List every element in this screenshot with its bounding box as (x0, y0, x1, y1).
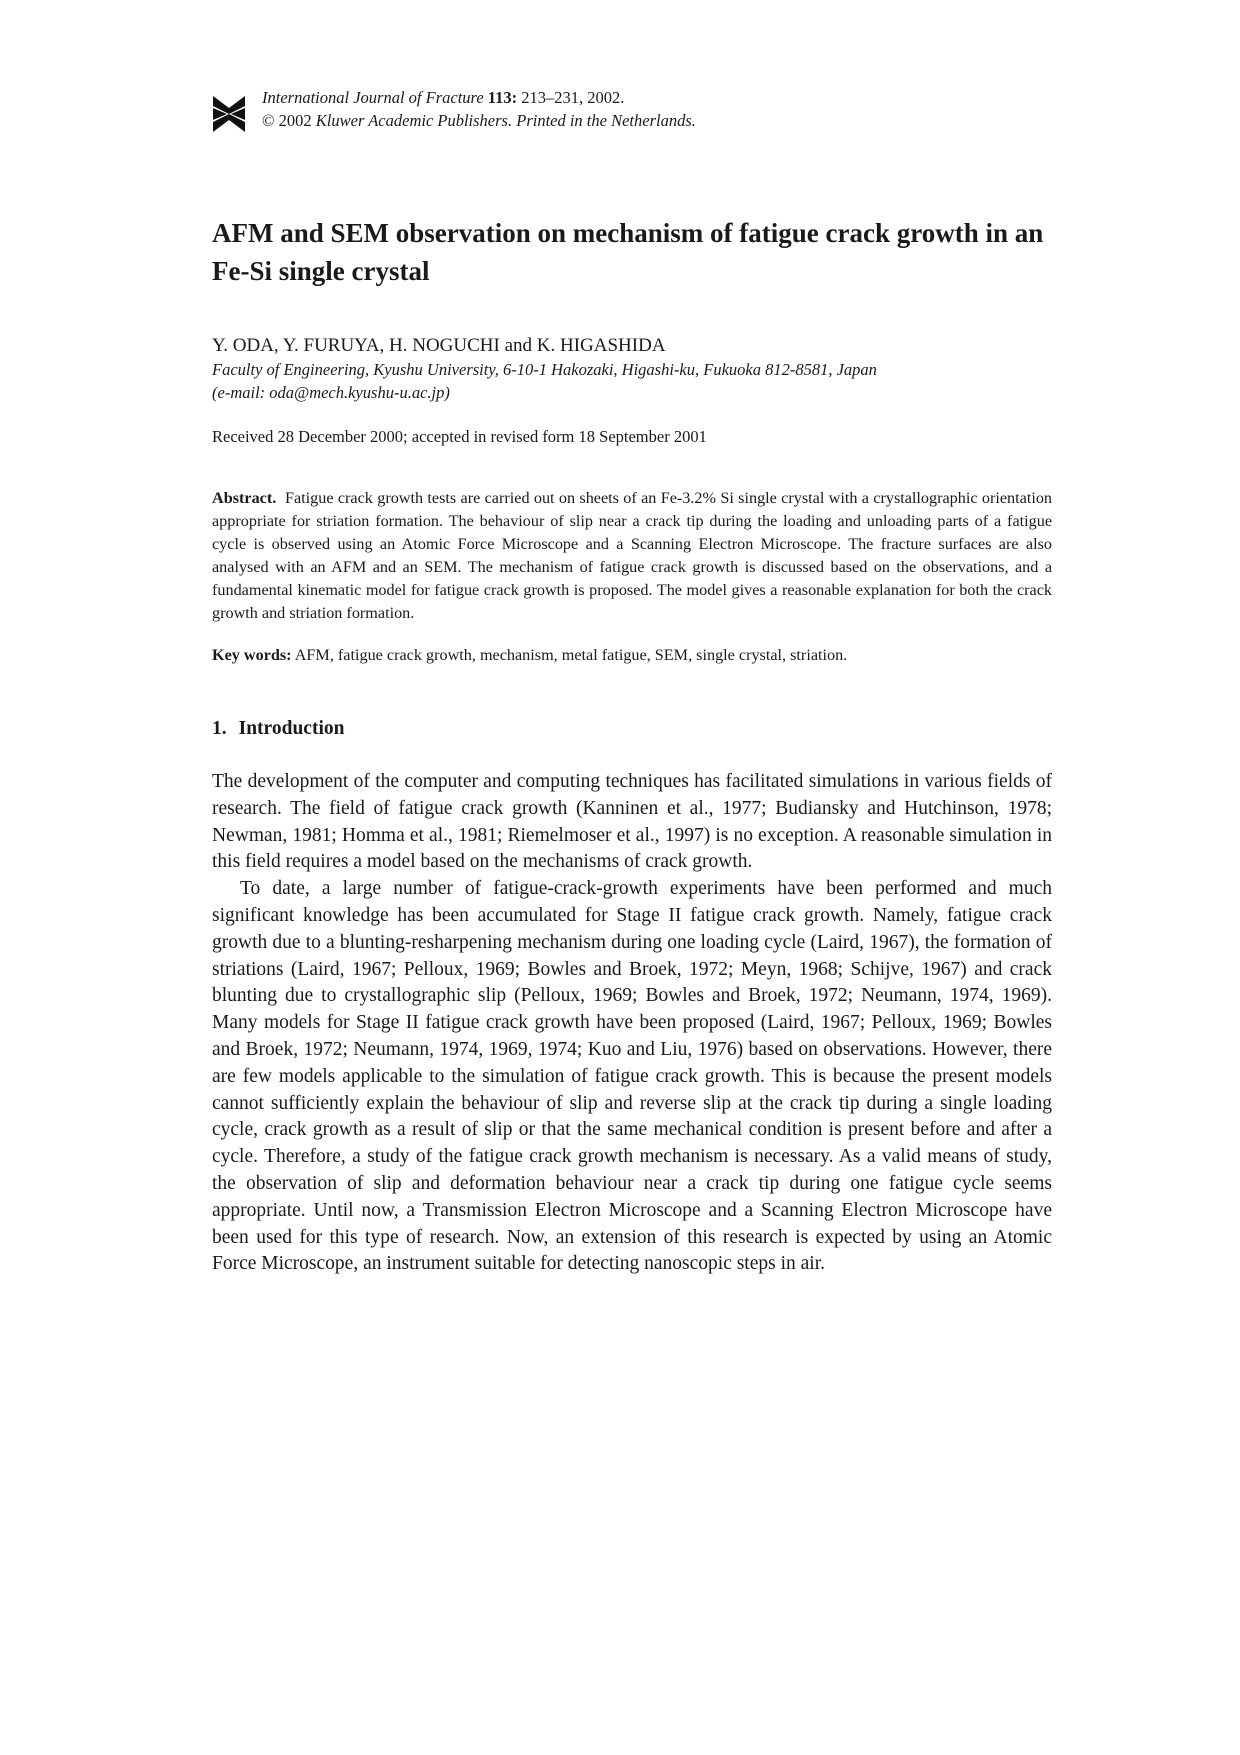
paragraph: The development of the computer and computing techniques has facilitated simulations in various fields of research. The field of fatigue crack growth (Kanninen et al., 1977; Budiansky and Hutchinson, 1978; Newman, 1981; Homma et al., 1981; Riemelmoser et al., 1997) is no exception. A reasonable simulation in this field requires a model based on the mechanisms of crack growth. (212, 771, 1052, 873)
journal-volume: 113: (487, 88, 518, 107)
received-dates: Received 28 December 2000; accepted in revised form 18 September 2001 (212, 427, 707, 446)
affiliation-address: Faculty of Engineering, Kyushu University, 6-10-1 Hakozaki, Higashi-ku, Fukuoka 812-8581, Japan (212, 360, 877, 379)
copyright-line (262, 109, 696, 132)
kluwer-publisher-logo (212, 94, 246, 134)
printed-note: Printed in the Netherlands. (516, 111, 696, 130)
paragraph: To date, a large number of fatigue-crack-growth experiments have been performed and much significant knowledge has been accumulated for Stage II fatigue crack growth. Namely, fatigue crack growth due to a blunting-resharpening mechanism during one loading cycle (Laird, 1967), the formation of striations (Laird, 1967; Pelloux, 1969; Bowles and Broek, 1972; Meyn, 1968; Schijve, 1967) and crack blunting due to crystallographic slip (Pelloux, 1969; Bowles and Broek, 1972; Neumann, 1974, 1969). Many models for Stage II fatigue crack growth have been proposed (Laird, 1967; Pelloux, 1969; Bowles and Broek, 1972; Neumann, 1974, 1969, 1974; Kuo and Liu, 1976) based on observations. However, there are few models applicable to the simulation of fatigue crack growth. This is because the present models cannot sufficiently explain the behaviour of slip and reverse slip at the crack tip during a single loading cycle, crack growth as a result of slip or that the same mechanical condition is present before and after a cycle. Therefore, a study of the fatigue crack growth mechanism is necessary. As a valid means of study, the observation of slip and deformation behaviour near a crack tip during one fatigue cycle seems appropriate. Until now, a Transmission Electron Microscope and a Scanning Electron Microscope have been used for this type of research. Now, an extension of this research is expected by using an Atomic Force Microscope, an instrument suitable for detecting nanoscopic steps in air. (212, 878, 1052, 1275)
author-affiliation (212, 358, 877, 404)
abstract (212, 487, 1052, 625)
journal-citation-line (262, 86, 696, 109)
keywords-text: AFM, fatigue crack growth, mechanism, metal fatigue, SEM, single crystal, striation. (294, 646, 848, 664)
introduction-body (212, 769, 1052, 1278)
keywords-label: Key words: (212, 646, 292, 664)
abstract-text: Fatigue crack growth tests are carried out on sheets of an Fe-3.2% Si single crystal with a crystallographic orientation appropriate for striation formation. The behaviour of slip near a crack tip during the loading and unloading parts of a fatigue cycle is observed using an Atomic Force Microscope and a Scanning Electron Microscope. The fracture surfaces are also analysed with an AFM and an SEM. The mechanism of fatigue crack growth is discussed based on the observations, and a fundamental kinematic model for fatigue crack growth is proposed. The model gives a reasonable explanation for both the crack growth and striation formation. (212, 489, 1053, 622)
journal-name: International Journal of Fracture (262, 88, 484, 107)
journal-citation (262, 86, 696, 132)
contact-email[interactable]: (e-mail: oda@mech.kyushu-u.ac.jp) (212, 383, 450, 402)
publisher-name: Kluwer Academic Publishers. (315, 111, 513, 130)
journal-pages-year: 213–231, 2002. (521, 88, 625, 107)
article-title: AFM and SEM observation on mechanism of fatigue crack growth in an Fe-Si single crystal (212, 218, 1044, 286)
section-heading-introduction (212, 716, 344, 742)
article-authors: Y. ODA, Y. FURUYA, H. NOGUCHI and K. HIGASHIDA (212, 335, 666, 356)
journal-header (212, 86, 1052, 136)
section-number: 1. (212, 718, 227, 739)
abstract-label: Abstract. (212, 489, 277, 507)
section-title: Introduction (238, 718, 345, 739)
keywords (212, 644, 1052, 667)
copyright-year: © 2002 (262, 111, 312, 130)
